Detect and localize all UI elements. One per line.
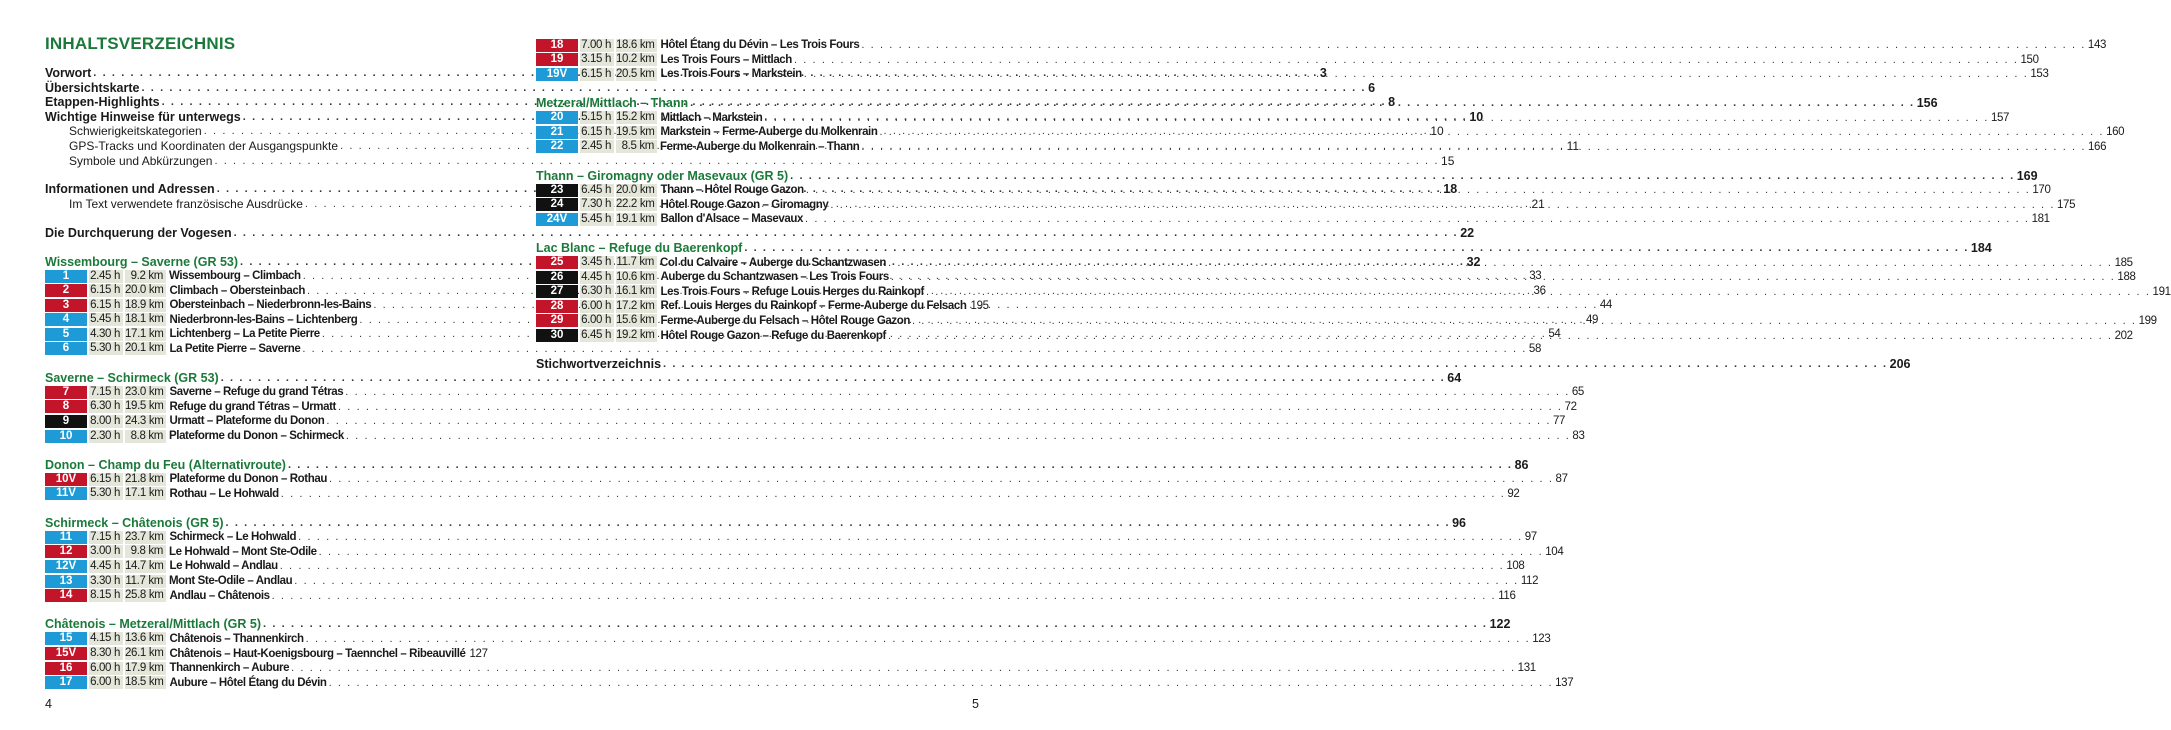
stage-number-badge: 24V bbox=[536, 213, 578, 226]
toc-page-number: 185 bbox=[2114, 256, 2133, 269]
toc-entry-label: Wissembourg – Saverne (GR 53) bbox=[45, 254, 239, 269]
toc-page-number: 54 bbox=[1548, 328, 1561, 341]
toc-stage-entry[interactable] bbox=[45, 342, 1542, 357]
toc-section-heading[interactable] bbox=[536, 241, 1992, 256]
stage-distance: 9.2 km bbox=[125, 270, 166, 283]
stage-number-badge: 4 bbox=[45, 313, 87, 326]
stage-distance: 8.5 km bbox=[616, 140, 657, 153]
stage-distance: 20.0 km bbox=[616, 184, 657, 197]
toc-page-number: 206 bbox=[1889, 357, 1911, 372]
stage-distance: 22.2 km bbox=[616, 198, 657, 211]
stage-distance: 16.1 km bbox=[616, 285, 657, 298]
toc-page-number: 64 bbox=[1447, 370, 1462, 385]
toc-entry-label: Thann – Giromagny oder Masevaux (GR 5) bbox=[536, 168, 789, 183]
dot-leader bbox=[926, 285, 2151, 299]
stage-duration: 4.45 h bbox=[580, 271, 614, 284]
stage-number-badge: 13 bbox=[45, 575, 87, 588]
toc-entry-label: Mont Ste-Odile – Andlau bbox=[169, 575, 293, 587]
toc-page-number: 44 bbox=[1599, 299, 1612, 312]
stage-number-badge: 6 bbox=[45, 342, 87, 355]
toc-entry-label: Hôtel Rouge Gazon – Giromagny bbox=[660, 198, 829, 211]
toc-entry-label: Refuge du grand Tétras – Urmatt bbox=[169, 400, 336, 413]
toc-entry-label: Obersteinbach – Niederbronn-les-Bains bbox=[169, 299, 372, 312]
stage-duration: 3.15 h bbox=[580, 53, 614, 66]
toc-entry-label: Markstein – Ferme-Auberge du Molkenrain bbox=[660, 126, 878, 139]
stage-number-badge: 23 bbox=[536, 184, 578, 197]
toc-entry-label: Aubure – Hôtel Étang du Dévin bbox=[169, 676, 327, 689]
stage-number-badge: 28 bbox=[536, 300, 578, 313]
toc-entry-label: Ballon d'Alsace – Masevaux bbox=[660, 213, 804, 226]
toc-page-number: 195 bbox=[970, 300, 989, 313]
stage-distance: 19.2 km bbox=[616, 329, 657, 342]
stage-distance: 17.2 km bbox=[616, 300, 657, 313]
stage-duration: 2.45 h bbox=[89, 270, 123, 283]
stage-duration: 7.15 h bbox=[89, 531, 123, 544]
toc-stage-entry[interactable] bbox=[45, 559, 1525, 574]
toc-section-heading[interactable] bbox=[45, 370, 1462, 386]
stage-duration: 4.15 h bbox=[89, 632, 123, 645]
toc-page-number: 184 bbox=[1970, 241, 1992, 256]
toc-page-number: 15 bbox=[1441, 153, 1455, 168]
stage-duration: 8.30 h bbox=[89, 647, 123, 660]
stage-duration: 2.45 h bbox=[580, 140, 614, 153]
toc-page-number: 3 bbox=[1319, 66, 1327, 81]
toc-page-number: 36 bbox=[1533, 284, 1546, 297]
stage-distance: 18.1 km bbox=[125, 313, 166, 326]
left-page-number: 4 bbox=[45, 697, 52, 711]
stage-number-badge: 20 bbox=[536, 111, 578, 124]
toc-stage-entry[interactable] bbox=[45, 487, 1520, 502]
toc-entry-label: Châtenois – Metzeral/Mittlach (GR 5) bbox=[45, 617, 262, 632]
toc-stage-entry[interactable] bbox=[45, 632, 1551, 647]
stage-distance: 17.9 km bbox=[125, 662, 166, 675]
dot-leader bbox=[764, 111, 1989, 125]
toc-entry[interactable] bbox=[45, 225, 1475, 241]
stage-number-badge: 18 bbox=[536, 39, 578, 52]
stage-duration: 3.30 h bbox=[89, 575, 123, 588]
stage-distance: 21.8 km bbox=[125, 473, 166, 486]
stage-distance: 24.3 km bbox=[125, 415, 166, 428]
toc-section-heading[interactable] bbox=[45, 457, 1529, 473]
stage-number-badge: 10 bbox=[45, 430, 87, 443]
stage-distance: 23.0 km bbox=[125, 386, 166, 399]
toc-stage-entry[interactable] bbox=[45, 530, 1537, 545]
toc-entry-label: Plateforme du Donon – Schirmeck bbox=[169, 430, 344, 442]
toc-stage-entry[interactable] bbox=[45, 400, 1577, 415]
toc-page-number: 83 bbox=[1572, 430, 1585, 442]
toc-entry-label: Wichtige Hinweise für unterwegs bbox=[45, 109, 241, 124]
toc-page-number: 33 bbox=[1529, 270, 1542, 283]
toc-page-number: 86 bbox=[1514, 457, 1529, 472]
toc-page-number: 166 bbox=[2088, 140, 2107, 153]
toc-page-number: 160 bbox=[2106, 126, 2125, 139]
stage-duration: 5.30 h bbox=[89, 487, 123, 500]
stage-distance: 18.9 km bbox=[125, 299, 166, 312]
toc-entry[interactable] bbox=[45, 80, 1376, 96]
stage-number-badge: 9 bbox=[45, 415, 87, 428]
stage-duration: 6.15 h bbox=[580, 68, 614, 81]
stage-duration: 6.15 h bbox=[89, 299, 123, 312]
toc-entry-label: Plateforme du Donon – Rothau bbox=[169, 473, 327, 486]
toc-entry-label: Urmatt – Plateforme du Donon bbox=[169, 415, 325, 428]
toc-page-number: 104 bbox=[1545, 545, 1564, 558]
toc-entry-label: Wissembourg – Climbach bbox=[169, 270, 301, 283]
toc-page-number: 18 bbox=[1443, 182, 1458, 197]
toc-title: INHALTSVERZEICHNIS bbox=[45, 34, 236, 53]
stage-distance: 20.1 km bbox=[125, 342, 166, 355]
toc-entry-label: Châtenois – Thannenkirch bbox=[169, 632, 304, 645]
stage-duration: 8.15 h bbox=[89, 589, 123, 602]
stage-number-badge: 29 bbox=[536, 314, 578, 327]
toc-page-number: 156 bbox=[1916, 96, 1938, 111]
toc-page-number: 72 bbox=[1564, 400, 1577, 413]
stage-duration: 5.45 h bbox=[580, 213, 614, 226]
toc-page-number: 131 bbox=[1517, 662, 1536, 675]
toc-entry-label: GPS-Tracks und Koordinaten der Ausgangspunkte bbox=[69, 139, 339, 153]
toc-entry-label: Lichtenberg – La Petite Pierre bbox=[169, 328, 320, 341]
dot-leader bbox=[690, 96, 1915, 110]
toc-page-number: 10 bbox=[1430, 124, 1444, 139]
toc-entry-label: Hôtel Étang du Dévin – Les Trois Fours bbox=[660, 39, 860, 52]
stage-distance: 26.1 km bbox=[125, 647, 166, 660]
toc-entry-label: Ferme-Auberge du Felsach – Hôtel Rouge Gazon bbox=[660, 314, 910, 327]
toc-entry-label: Thannenkirch – Aubure bbox=[169, 662, 290, 675]
stage-duration: 5.45 h bbox=[89, 313, 123, 326]
toc-page-number: 77 bbox=[1552, 415, 1566, 428]
toc-page-number: 116 bbox=[1498, 589, 1516, 602]
toc-page-number: 188 bbox=[2117, 271, 2136, 284]
stage-distance: 25.8 km bbox=[125, 589, 166, 602]
toc-stage-entry[interactable] bbox=[45, 574, 1539, 589]
stage-duration: 8.00 h bbox=[89, 415, 123, 428]
stage-duration: 3.00 h bbox=[89, 545, 123, 558]
toc-page-number: 97 bbox=[1524, 531, 1537, 544]
toc-page-number: 175 bbox=[2057, 198, 2076, 211]
toc-page-number: 127 bbox=[469, 647, 488, 660]
stage-number-badge: 26 bbox=[536, 271, 578, 284]
stage-distance: 10.2 km bbox=[616, 53, 657, 66]
stage-duration: 6.30 h bbox=[89, 400, 123, 413]
stage-distance: 13.6 km bbox=[125, 632, 166, 645]
stage-duration: 7.00 h bbox=[580, 39, 614, 52]
stage-number-badge: 2 bbox=[45, 284, 87, 297]
stage-number-badge: 21 bbox=[536, 126, 578, 139]
toc-page-number: 65 bbox=[1571, 386, 1584, 399]
toc-entry-label: Col du Calvaire – Auberge du Schantzwasen bbox=[660, 256, 887, 269]
stage-number-badge: 30 bbox=[536, 329, 578, 342]
dot-leader bbox=[888, 329, 2113, 343]
stage-distance: 9.8 km bbox=[125, 545, 166, 558]
toc-page-number: 150 bbox=[2020, 53, 2039, 66]
toc-stage-entry[interactable] bbox=[45, 675, 1574, 690]
toc-entry-label: Schirmeck – Le Hohwald bbox=[169, 531, 297, 544]
stage-duration: 6.00 h bbox=[580, 314, 614, 327]
stage-number-badge: 1 bbox=[45, 270, 87, 283]
toc-page-number: 108 bbox=[1506, 560, 1525, 573]
stage-number-badge: 24 bbox=[536, 198, 578, 211]
stage-number-badge: 19 bbox=[536, 53, 578, 66]
toc-page-number: 157 bbox=[1990, 111, 2010, 124]
toc-page-number: 10 bbox=[1469, 109, 1484, 124]
stage-number-badge: 16 bbox=[45, 662, 87, 675]
dot-leader bbox=[805, 212, 2030, 226]
toc-entry-label: Vorwort bbox=[45, 66, 92, 81]
toc-entry-label: Ferme-Auberge du Molkenrain – Thann bbox=[660, 140, 860, 153]
stage-duration: 6.15 h bbox=[89, 473, 123, 486]
toc-entry-label: Saverne – Schirmeck (GR 53) bbox=[45, 370, 219, 385]
toc-entry-label: Metzeral/Mittlach – Thann bbox=[536, 96, 689, 111]
toc-entry-label: Le Hohwald – Mont Ste-Odile bbox=[169, 545, 317, 558]
dot-leader bbox=[794, 53, 2019, 67]
toc-page-number: 191 bbox=[2152, 285, 2171, 298]
stage-number-badge: 17 bbox=[45, 676, 87, 689]
stage-distance: 23.7 km bbox=[125, 531, 166, 544]
toc-page-number: 181 bbox=[2031, 213, 2050, 226]
stage-duration: 6.15 h bbox=[580, 126, 614, 139]
stage-duration: 5.15 h bbox=[580, 111, 614, 124]
toc-page-number: 202 bbox=[2114, 329, 2133, 342]
dot-leader bbox=[891, 270, 2116, 284]
stage-distance: 14.7 km bbox=[125, 560, 166, 573]
toc-entry-label: La Petite Pierre – Saverne bbox=[169, 342, 301, 355]
toc-entry-label: Donon – Champ du Feu (Alternativroute) bbox=[45, 457, 286, 472]
toc-entry-label: Lac Blanc – Refuge du Baerenkopf bbox=[536, 241, 743, 256]
toc-page-number: 92 bbox=[1507, 487, 1520, 500]
stage-distance: 20.5 km bbox=[616, 68, 657, 81]
dot-leader bbox=[790, 169, 2015, 183]
stage-duration: 6.00 h bbox=[89, 676, 123, 689]
stage-duration: 2.30 h bbox=[89, 430, 123, 443]
dot-leader bbox=[744, 241, 1969, 255]
toc-page-number: 199 bbox=[2138, 314, 2157, 327]
stage-number-badge: 5 bbox=[45, 328, 87, 341]
toc-page-number: 112 bbox=[1520, 575, 1539, 587]
toc-entry-label: Rothau – Le Hohwald bbox=[169, 487, 279, 500]
stage-number-badge: 19V bbox=[536, 68, 578, 81]
toc-page-number: 122 bbox=[1489, 617, 1511, 632]
stage-number-badge: 10V bbox=[45, 473, 87, 486]
toc-section-heading[interactable] bbox=[536, 96, 1938, 111]
stage-duration: 7.30 h bbox=[580, 198, 614, 211]
toc-page-number: 96 bbox=[1452, 515, 1467, 530]
stage-number-badge: 11V bbox=[45, 487, 87, 500]
dot-leader bbox=[804, 67, 2029, 81]
dot-leader bbox=[879, 125, 2104, 139]
toc-stage-entry[interactable] bbox=[45, 588, 1516, 603]
stage-duration: 6.30 h bbox=[580, 285, 614, 298]
stage-distance: 17.1 km bbox=[125, 328, 166, 341]
toc-page-number: 143 bbox=[2087, 39, 2107, 52]
toc-page-number: 8 bbox=[1388, 95, 1396, 110]
stage-distance: 20.0 km bbox=[125, 284, 166, 297]
stage-distance: 15.6 km bbox=[616, 314, 657, 327]
toc-page-number: 153 bbox=[2030, 68, 2049, 81]
toc-page-number: 22 bbox=[1460, 225, 1475, 240]
dot-leader bbox=[861, 38, 2086, 52]
toc-page-number: 58 bbox=[1528, 342, 1542, 355]
stage-distance: 19.1 km bbox=[616, 213, 657, 226]
stage-distance: 19.5 km bbox=[616, 126, 657, 139]
dot-leader bbox=[912, 314, 2137, 328]
stage-number-badge: 15 bbox=[45, 632, 87, 645]
dot-leader bbox=[830, 198, 2055, 212]
toc-entry-label: Übersichtskarte bbox=[45, 80, 140, 95]
stage-distance: 10.6 km bbox=[616, 271, 657, 284]
dot-leader bbox=[861, 140, 2086, 154]
toc-entry-label: Ref. Louis Herges du Rainkopf – Ferme-Auberge du Felsach bbox=[660, 300, 967, 313]
toc-entry-label: Le Hohwald – Andlau bbox=[169, 560, 278, 573]
toc-page-number: 11 bbox=[1566, 139, 1580, 153]
stage-duration: 7.15 h bbox=[89, 386, 123, 399]
toc-section-heading[interactable] bbox=[45, 515, 1467, 531]
dot-leader bbox=[663, 357, 1888, 371]
toc-entry-label: Climbach – Obersteinbach bbox=[169, 284, 305, 297]
stage-number-badge: 3 bbox=[45, 299, 87, 312]
stage-distance: 18.6 km bbox=[616, 39, 657, 52]
toc-page-number: 49 bbox=[1585, 313, 1599, 326]
toc-section-heading[interactable] bbox=[45, 617, 1511, 632]
toc-page-number: 6 bbox=[1368, 80, 1376, 95]
stage-duration: 4.45 h bbox=[89, 560, 123, 573]
dot-leader bbox=[806, 183, 2031, 197]
toc-entry-label: Schwierigkeitskategorien bbox=[69, 124, 202, 139]
stage-duration: 6.45 h bbox=[580, 329, 614, 342]
stage-distance: 17.1 km bbox=[125, 487, 166, 500]
toc-entry-label: Informationen und Adressen bbox=[45, 182, 215, 197]
toc-stage-entry[interactable] bbox=[536, 299, 989, 314]
toc-stage-entry[interactable] bbox=[45, 472, 1568, 487]
toc-stage-entry[interactable] bbox=[45, 545, 1564, 560]
stage-duration: 6.00 h bbox=[89, 662, 123, 675]
toc-page-number: 21 bbox=[1531, 196, 1545, 211]
toc-stage-entry[interactable] bbox=[45, 385, 1584, 400]
toc-page-number: 123 bbox=[1532, 632, 1551, 645]
toc-stage-entry[interactable] bbox=[536, 38, 2107, 53]
toc-entry-label: Im Text verwendete französische Ausdrücke bbox=[69, 196, 303, 211]
toc-page-number: 170 bbox=[2032, 184, 2051, 197]
stage-distance: 8.8 km bbox=[125, 430, 166, 443]
toc-entry-label: Niederbronn-les-Bains – Lichtenberg bbox=[169, 313, 358, 326]
toc-entry-label: Etappen-Highlights bbox=[45, 95, 160, 110]
toc-page-number: 87 bbox=[1555, 473, 1568, 486]
stage-duration: 5.30 h bbox=[89, 342, 123, 355]
toc-entry-label: Les Trois Fours – Mittlach bbox=[660, 53, 792, 66]
stage-distance: 18.5 km bbox=[125, 676, 166, 689]
toc-entry-label: Symbole und Abkürzungen bbox=[69, 153, 213, 168]
stage-duration: 6.00 h bbox=[580, 300, 614, 313]
stage-number-badge: 11 bbox=[45, 531, 87, 544]
stage-duration: 3.45 h bbox=[580, 256, 614, 269]
stage-number-badge: 7 bbox=[45, 386, 87, 399]
stage-distance: 11.7 km bbox=[125, 575, 166, 588]
toc-entry-label: Andlau – Châtenois bbox=[169, 589, 270, 602]
toc-entry-label: Hôtel Rouge Gazon – Refuge du Baerenkopf bbox=[660, 329, 886, 342]
toc-stage-entry[interactable] bbox=[536, 53, 2039, 68]
toc-entry-label: Les Trois Fours – Markstein bbox=[660, 68, 802, 81]
toc-entry-label: Thann – Hôtel Rouge Gazon bbox=[660, 184, 804, 197]
toc-stage-entry[interactable] bbox=[536, 67, 2049, 82]
dot-leader bbox=[888, 256, 2113, 270]
toc-entry-label: Stichwortverzeichnis bbox=[536, 357, 662, 372]
toc-entry-label: Schirmeck – Châtenois (GR 5) bbox=[45, 515, 224, 530]
toc-stage-entry[interactable] bbox=[45, 414, 1566, 429]
toc-subentry[interactable] bbox=[69, 153, 1455, 168]
toc-stage-entry[interactable] bbox=[45, 646, 488, 661]
toc-stage-entry[interactable] bbox=[45, 661, 1536, 676]
stage-number-badge: 22 bbox=[536, 140, 578, 153]
stage-number-badge: 8 bbox=[45, 400, 87, 413]
right-page-number: 5 bbox=[972, 697, 979, 711]
stage-number-badge: 15V bbox=[45, 647, 87, 660]
toc-entry-label: Auberge du Schantzwasen – Les Trois Fours bbox=[660, 271, 889, 284]
toc-stage-entry[interactable] bbox=[45, 429, 1585, 444]
stage-number-badge: 27 bbox=[536, 285, 578, 298]
stage-distance: 15.2 km bbox=[616, 111, 657, 124]
toc-entry-label: Saverne – Refuge du grand Tétras bbox=[169, 386, 344, 399]
toc-entry-label: Mittlach – Markstein bbox=[660, 111, 763, 124]
stage-duration: 6.45 h bbox=[580, 184, 614, 197]
toc-page-number: 169 bbox=[2016, 168, 2038, 183]
toc-entry[interactable] bbox=[536, 357, 1911, 372]
stage-duration: 4.30 h bbox=[89, 328, 123, 341]
toc-entry-label: Châtenois – Haut-Koenigsbourg – Taennchel – Ribeauvillé bbox=[169, 647, 466, 660]
stage-duration: 6.15 h bbox=[89, 284, 123, 297]
stage-distance: 19.5 km bbox=[125, 400, 166, 413]
stage-number-badge: 12V bbox=[45, 560, 87, 573]
stage-number-badge: 14 bbox=[45, 589, 87, 602]
toc-entry-label: Les Trois Fours – Refuge Louis Herges du Rainkopf bbox=[660, 285, 924, 298]
toc-stage-entry[interactable] bbox=[536, 212, 2050, 227]
toc-page-number: 32 bbox=[1466, 254, 1481, 269]
toc-entry-label: Die Durchquerung der Vogesen bbox=[45, 225, 232, 240]
stage-distance: 11.7 km bbox=[616, 256, 657, 269]
toc-page-number: 137 bbox=[1555, 676, 1574, 689]
stage-number-badge: 25 bbox=[536, 256, 578, 269]
stage-number-badge: 12 bbox=[45, 545, 87, 558]
toc-section-heading[interactable] bbox=[536, 168, 2038, 183]
